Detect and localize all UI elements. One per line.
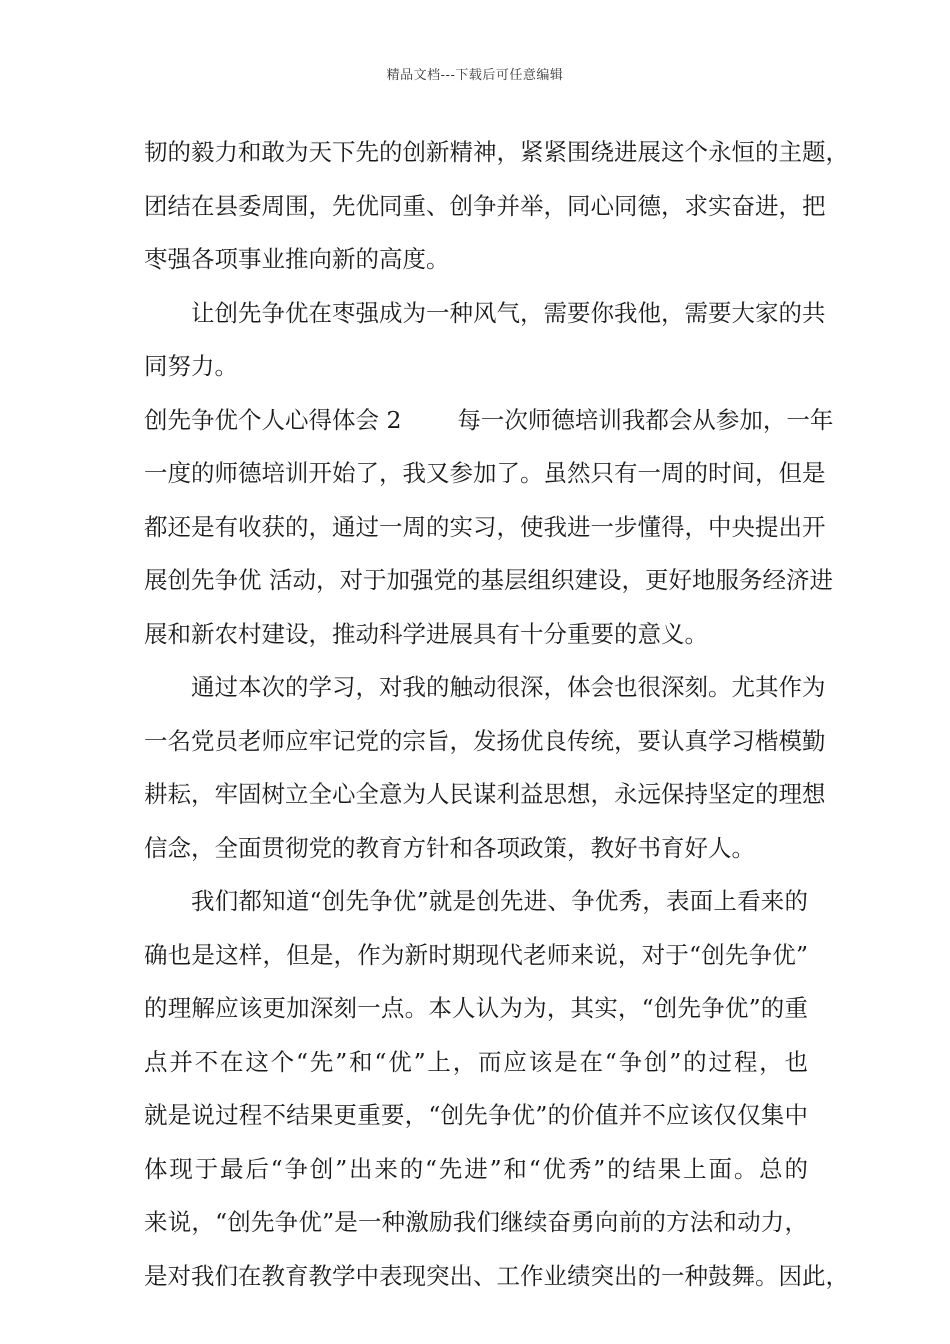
text-line: 我们都知道“创先争优”就是创先进、争优秀，表面上看来的: [191, 887, 808, 915]
text-line: 是对我们在教育教学中表现突出、工作业绩突出的一种鼓舞。因此，: [144, 1261, 849, 1290]
text-line: 展和新农村建设，推动科学进展具有十分重要的意义。: [144, 619, 708, 648]
text-line: 每一次师德培训我都会从参加，一年: [457, 405, 834, 434]
paragraph-5: [144, 875, 849, 1303]
text-line: 一名党员老师应牢记党的宗旨，发扬优良传统，要认真学习楷模勤: [144, 726, 826, 755]
section-heading: 创先争优个人心得体会 2: [144, 405, 402, 434]
heading-line: [144, 394, 834, 448]
paragraph-2: [144, 287, 826, 394]
text-line: 信念，全面贯彻党的教育方针和各项政策，教好书育好人。: [144, 833, 755, 862]
text-line: 韧的毅力和敢为天下先的创新精神，紧紧围绕进展这个永恒的主题，: [144, 138, 849, 166]
paragraph-4: [144, 661, 826, 875]
text-line: 通过本次的学习，对我的触动很深，体会也很深刻。尤其作为: [191, 673, 826, 701]
page-header: 精品文档---下载后可任意编辑: [386, 68, 564, 83]
text-line: 的理解应该更加深刻一点。本人认为为，其实，“创先争优”的重: [144, 994, 808, 1022]
text-line: 一度的师德培训开始了，我又参加了。虽然只有一周的时间，但是: [144, 459, 826, 487]
text-line: 展创先争优 活动，对于加强党的基层组织建设，更好地服务经济进: [144, 566, 833, 594]
text-line: 都还是有收获的，通过一周的实习，使我进一步懂得，中央提出开: [144, 512, 826, 541]
text-line: 让创先争优在枣强成为一种风气，需要你我他，需要大家的共: [191, 298, 826, 327]
text-line: 耕耘，牢固树立全心全意为人民谋利益思想，永远保持坚定的理想: [144, 780, 826, 808]
text-line: 枣强各项事业推向新的高度。: [144, 245, 450, 273]
text-line: 体现于最后“争创”出来的“先进”和“优秀”的结果上面。总的: [144, 1154, 808, 1183]
text-line: 确也是这样，但是，作为新时期现代老师来说，对于“创先争优”: [144, 940, 808, 969]
text-line: 点并不在这个“先”和“优”上，而应该是在“争创”的过程，也: [144, 1047, 808, 1076]
text-line: 同努力。: [144, 352, 238, 380]
text-line: 团结在县委周围，先优同重、创争并举，同心同德，求实奋进，把: [144, 191, 826, 220]
text-line: 就是说过程不结果更重要，“创先争优”的价值并不应该仅仅集中: [144, 1101, 808, 1129]
paragraph-1: [144, 126, 849, 287]
document-body: [144, 126, 849, 1303]
paragraph-3: [144, 394, 834, 662]
text-line: 来说，“创先争优”是一种激励我们继续奋勇向前的方法和动力，: [144, 1208, 808, 1236]
